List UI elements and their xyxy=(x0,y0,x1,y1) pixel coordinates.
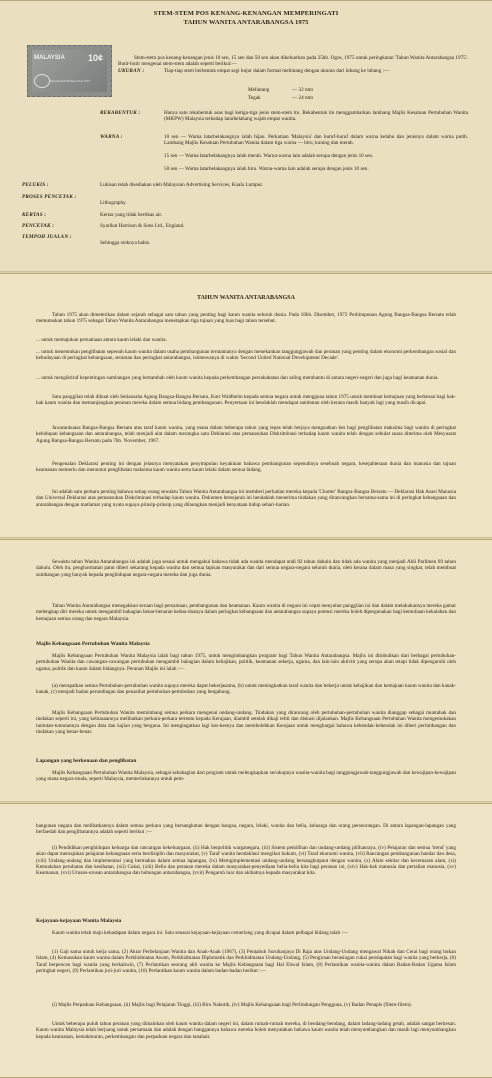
proses-label: PROSES PENCETAK : xyxy=(22,194,77,200)
page-subtitle: TAHUN WANITA ANTARABANGSA 1975 xyxy=(183,19,309,26)
goal-item: ... untuk memajukan persamaan antara kaum lelaki dan wanita. xyxy=(36,337,167,343)
kertas-label: KERTAS : xyxy=(22,212,47,218)
proses-text: Lithography. xyxy=(100,200,127,206)
paragraph: Jawatankuasa Bangsa-Bangsa Bersatu atas taraf kaum wanita, yang mana dalam beberapa tahun yang lepas telah berjaya menguatkan kes bagi penglibatan maksima bagi wanita di peringkat kehidupan kebangsaan dan antarabangsa, telah menjadi alat dalam merangka satu Deklarasi atas pemansuhan Diskriminasi terhadap kaum wanita telah dengan sebulat suara diterima oleh Mesyuarat Agung Bangsa-Bangsa Bersatu pada 7hb. November, 1967. xyxy=(36,425,456,444)
melintang-value: — 32 mm xyxy=(292,87,314,93)
rekabentuk-text: Hanya satu rekabentuk asas bagi ketiga-tiga jenis stem-stem itu. Rekabentuk itu menggambarkan lambang Majlis Kesatuan Pertubuhan Wanita (MKPW) Malaysia terhadap latarbelakang wajah empat wanita. xyxy=(164,110,468,123)
goal-item: ... untuk mengiktiraf kepentingan sumbangan yang bertambah oleh kaum wanita kepada perkembangan persahabatan dan saling membantu di antara negeri-negeri dan juga bagi keamanan dunia. xyxy=(36,375,439,381)
section-heading: Lapangan yang berkenaan dan penglibatan xyxy=(36,758,137,764)
warna-label: WARNA : xyxy=(100,134,123,140)
stamp-details-panel xyxy=(0,0,492,274)
achievements-panel xyxy=(0,803,492,1078)
paragraph: (1) Gaji sama untuk kerja sama, (2) Aktar Perbelanjaan Wanita dan Anak-Anak (1967), (3) Pentabuh Suruhanjaya Di Raja atas Undang-Undang mengawal Nikah dan Cerai bagi orang bukan Islam, (4) Kemasukan kaum wanita dalam Perkhidmatan Awam, Perkhidmatan Diplomatik dan Perkhidmatan Undang-Undang, (5) Pengiraan berasingan cukai pendapatan bagi wanita yang berkerja, (6) Taraf berpencen bagi wanita yang berkahwin, (7) Perlantikan seorang ahli wanita ke Majlis Kebangsaan bagi Hal Ehwal Islam, (8) Perlantikan wanita-wanita dalam Badan-Badan Ugama Islam peringkat negeri, (9) Perlantikan juri-juri wanita, (10) Perlantikan kaum wanita dalam badan-badan berikut :— xyxy=(36,949,456,974)
stamp-value: 10¢ xyxy=(87,53,103,63)
pelukis-text: Lukisan telah disediakan oleh Malaysian Advertising Services, Kuala Lumpur. xyxy=(100,182,264,188)
paragraph: Tahun 1975 akan dimeterikan dalam sejarah sebagai satu tahun yang penting bagi kaum wanita seluruh dunia. Pada 18hb. Disember, 1972 Perhimpunan Agung Bangsa-Bangsa Bersatu telah memutuskan tahun 1975 sebagai Tahun Wanita Antarabangsa menetapkan tiga tujuan yang luas bagi tahun tersebut. xyxy=(36,312,456,325)
paragraph: (a) merapatkan semua Pertubuhan-pertubuhan wanita supaya mereka dapat bekerjasama, (b) untuk meningkatkan taraf wanita dan bekerja untuk kebajikan dan kemajuan kaum wanita dan kanak-kanak, (c) menjadi badan perundingan dan penasihat pertubuhan-pertubuhan yang bergabung. xyxy=(36,683,456,696)
paragraph: Pengenalan Deklarasi penting ini dengan jelasnya menyatakan penyimpulan keyakinan bahawa pembangunan sepenuhnya sesebuah negara, kesejahteraan dunia dan manusia dan tujuan keamanan memerlu dan menuntut penglibatan maksima kaum wanita serta kaum lelaki dalam semua bidang. xyxy=(36,461,456,474)
rekabentuk-label: REKABENTUK : xyxy=(100,110,141,116)
paragraph: Ini adalah satu perkara penting bahawa setiap orang sewaktu Tahun Wanita Antarabangsa ini memberi perhatian mereka kepada 'Charter' Bangsa-Bangsa Bersatu — Deklarasi Hak Asasi Manusia dan Universal Deklarasi atas pemansuhan Diskriminasi terhadap kaum wanita. Dokumen bersejarah ini hendaklah menerima tindakan yang dirancangkan bersama-sama ini di peringkat kebangsaan dan antarabangsa dengan matlamat yang nyata supaya prinsip-prinsip yang dilaungkan menjadi kenyataan hidup sehari-harian. xyxy=(36,489,456,508)
paragraph: (i) Majlis Perpaduan Kebangsaan, (ii) Majlis bagi Pelajaran Tinggi, (iii) Biro Nakotik, (iv) Majlis Kebangsaan bagi Perlindungan Pengguna, (v) Badan Penapis (filem-filem). xyxy=(52,1002,412,1008)
paragraph: Satu panggilan telah dibuat oleh Setiausaha Agung Bangsa-Bangsa Bersatu, Kurt Waldheim kepada semua negara untuk mengguna tahun 1975 untuk membuat kemajuan yang berkesan bagi hak-hak kaum wanita dan memanjangkan peranan mereka dalam semua bidang pembangunan. Penyertaan ini hendaklah mendapat sambutan oleh kerana masih banyak lagi yang masih dicapai. xyxy=(36,394,456,407)
stamp-image xyxy=(27,45,112,97)
ukuran-label: UKURAN : xyxy=(118,68,145,74)
goal-item: ... untuk menentukan penglibatan sepenuh kaum wanita dalam usaha pembangunan terutamanya dengan menekankan tanggungjawab dan peranan yang penting dalam ekonomi perkembangan sosial dan kebudayaan di peringkat kebangsaan, serantau dan peringkat antarabangsa, istimewanya di waktu 'Second United National Development Decade'. xyxy=(36,349,456,362)
melintang-label: Melintang xyxy=(248,87,270,93)
warna-15-sen: 15 sen — Warna latarbelakangnya ialah merah. Warna-warna lain adalah serupa dengan jenis 10 sen. xyxy=(164,153,374,159)
paragraph: bangunan negara dan melibatkannya dalam semua perkara yang bersangkutan dengan bangsa, negara, lelaki, wanita dan belia, keluarga dan orang perseorangan. Di antara lapangan-lapangan yang berfaedah dan penglibatannya adalah seperti berikut :— xyxy=(36,823,456,836)
warna-50-sen: 50 sen — Warna latarbelakangnya ialah biru. Warna-warna lain adalah serupa dengan jenis 10 sen. xyxy=(164,166,369,172)
paragraph: Majlis Kebangsaan Pertubuhan Wanita memimbang semua perkara mengenai undang-undang. Tindakan yang dirancang oleh pertubuhan-pertubuhan wanita dianggap sebagai muntahak dan tindakan seperti ini, yang kebiasaannya melibatkan perkara-perkara tertentu kepada Kerajaan, diambil setelah dikaji teliti dan diskusi dijalankan. Majlis Kebangsaan Pertubuhan Wanita mengemukakan tuntutan-tuntutannya dengan data dan kajian yang berguna. Ini mengingatkan lagi kes-kesnya dan membolehkan Kerajaan untuk menghargai bahawa kehendak-kehendak ini diberi pertimbangan dan tindakan yang benar-benar. xyxy=(36,710,456,735)
international-womens-year-panel xyxy=(0,273,492,540)
pencetak-text: Syarikat Harrison & Sons Ltd., England. xyxy=(100,223,185,229)
tegak-value: — 24 mm xyxy=(292,95,314,101)
stamp-logo-icon xyxy=(34,74,50,88)
ukuran-text: Tiap-tiap stem berbentuk empat segi bujur dalam format melintang dengan ukuran dari lubang ke lubang :— xyxy=(164,68,390,74)
warna-10-sen: 10 sen — Warna latarbelakangnya ialah hijau. Perkataan 'Malaysia' dan huruf-huruf dalam warna kelabu dan jenisnya dalam warna putih. Lambang Majlis Kesatuan Pertubuhan Wanita dalam tiga warna — biru, kuning dan merah. xyxy=(164,134,468,147)
paragraph: Untuk beberapa puluh tahun peranan yang dimainkan oleh kaum wanita dalam negeri ini, dalam rumah-rumah mereka, di bendang-bendang, dalam ladang-ladang getah, adalah sangat berkesan. Kaum wanita Malaysia telah berjuang untuk persamaan dan adalah dengan banggannya bahawa mereka boleh menyatakan bahawa kaum wanita telah menyumbangkan dan masih lagi menyumbangkan kepada keamanan, kemakmuran, perkembangan dan perpaduan negara dan tanahair. xyxy=(36,1021,456,1040)
womens-council-panel xyxy=(0,539,492,804)
paragraph: Majlis Kebangsaan Pertubuhan Wanita Malaysia, sebagai sebahagian dari program untuk melengkapkan secukupnya wanita-wanita bagi tanggungjawab-tanggungjawab dan kewajipan-kewajipan yang mana negara muda, seperti Malaysia, memerlukannya untuk pem- xyxy=(36,770,456,783)
paragraph: Majlis Kebangsaan Pertubuhan Wanita Malaysia ialah bagi tahun 1975, untuk mengimbangkan program bagi Tahun Wanita Antarabangsa. Majlis ini ditubuhkan dari berbagai pertubuhan-pertubuhan Wanita dan cawangan-cawangan pertubuhan mengambil bahagian dalam kebajikan, politik, keamanan sekerja, ugama, dan lain-lain aktiviti yang serupa akan tetapi tidak dipengaruhi oleh ugama, politik dan kaum dalam bidangnya. Peranan Majlis ini ialah :— xyxy=(36,653,456,672)
stamp-country: MALAYSIA xyxy=(34,55,65,61)
pencetak-label: PENCETAK : xyxy=(22,223,55,229)
section-heading: Kejayaan-kejayaan Wanita Malaysia xyxy=(36,918,122,924)
paragraph: Tahun Wanita Antarabangsa menegakkan seruan bagi persamaan, pembangunan dan keamanan. Kaum wanita di negara ini cepat menyahut panggilan ini dan dalam melakukannya mereka gamar melengkap diri mereka untuk mengambil bahagian benar-benaran kedua-duanya dalam peringkat kebangsaan dan antarabangsa supaya potensi mereka boleh dipergunakan bagi kemuliaan kekalahan dan kemajuan semua orang dan negara Malaysia. xyxy=(36,603,456,622)
section-heading: Majlis Kebangsaan Pertubuhan Wanita Malaysia xyxy=(36,641,150,647)
paragraph: (i) Pendidikan penghidupan keluarga dan rancangan kekeluargaan, (ii) Hak berpolitik warganegara, (iii) Sistem pemilihan dan undang-undang pilihanraya, (iv) Pelajaran dan semua 'trend' yang akan dapat memajukan pelajaran kebangsaan serta berdisiplin dan masyarakat, (v) Taraf wanita hendaklaui mengikut hukum, (vi) Taraf ekonomi wanita, (vii) Rancangan pembangunan bandar dan desa, (viii) Undang-undang dan implementasi yang bermakna dalam semua lapangan, (ix) Memgimplementasi undang-undang bersangkutpaut dengan wanita, (x) Alam sekitar dan kecemaran alam, (xi) Kemudahan perubatan dan kesihatan, (xii) Cukai, (xiii) Belia dan peranan mereka dalam masyarakat-penyediaan belia-belia kita bagi peranan ini, (xiv) Hak-hak manusia dan pertalian manusia, (xv) Keamanan, (xvi) Urusan-urusan antarabangsa dan hubungan antarabangsa, (xvii) Pengaruh luar dan akibatnya kepada masyarakat kita. xyxy=(36,845,456,877)
intro-text: Stem-stem pos kenang-kenangan jenis 10 sen, 15 sen dan 50 sen akan dikeluarkan pada 25hb. Ogos, 1975 untuk peringkatan 'Tahun Wanita Antarabangsa 1975'. Butir-butir mengenai stem-stem adalah seperti berikut:— xyxy=(118,55,468,68)
tempoh-label: TEMPOH JUALAN : xyxy=(22,234,72,240)
paragraph: Sewaktu tahun Wanita Antarabangsa ini adalah juga sesuai untuk mengakui bahawa tidak ada wanita mendapat undi 82 tahun dahulu dan tidak ada wanita yang menjadi Ahli Parlimen 69 tahun dahulu. Oleh itu, penghormatan patut diberi sekarang kepada wanita dan semua lapisan masyarakat dan dari semua negara-negara seluruh dunia, oleh kerana dalam masa yang singkat, telah membuat sumbangan yang banyak kepada penghidupan negara-negara mereka dan juga dunia. xyxy=(36,559,456,578)
tegak-label: Tegak xyxy=(248,95,261,101)
pelukis-label: PELUKIS : xyxy=(22,182,49,188)
stamp-caption: International Women's Year 1975 xyxy=(50,79,90,83)
page-title: STEM-STEM POS KENANG-KENANGAN MEMPERINGATI xyxy=(153,10,339,17)
section-heading: TAHUN WANITA ANTARABANGSA xyxy=(197,295,295,301)
tempoh-text: Sehingga stoknya habis. xyxy=(100,240,151,246)
paragraph: Kaum wanita telah maju kehadapan dalam negara ini. Satu senarai kejayaan-kejayaan cemerlang yang dicapai dalam pelbagai bidang ialah :— xyxy=(52,930,348,936)
kertas-text: Kertas yang tidak bertikas air. xyxy=(100,212,163,218)
